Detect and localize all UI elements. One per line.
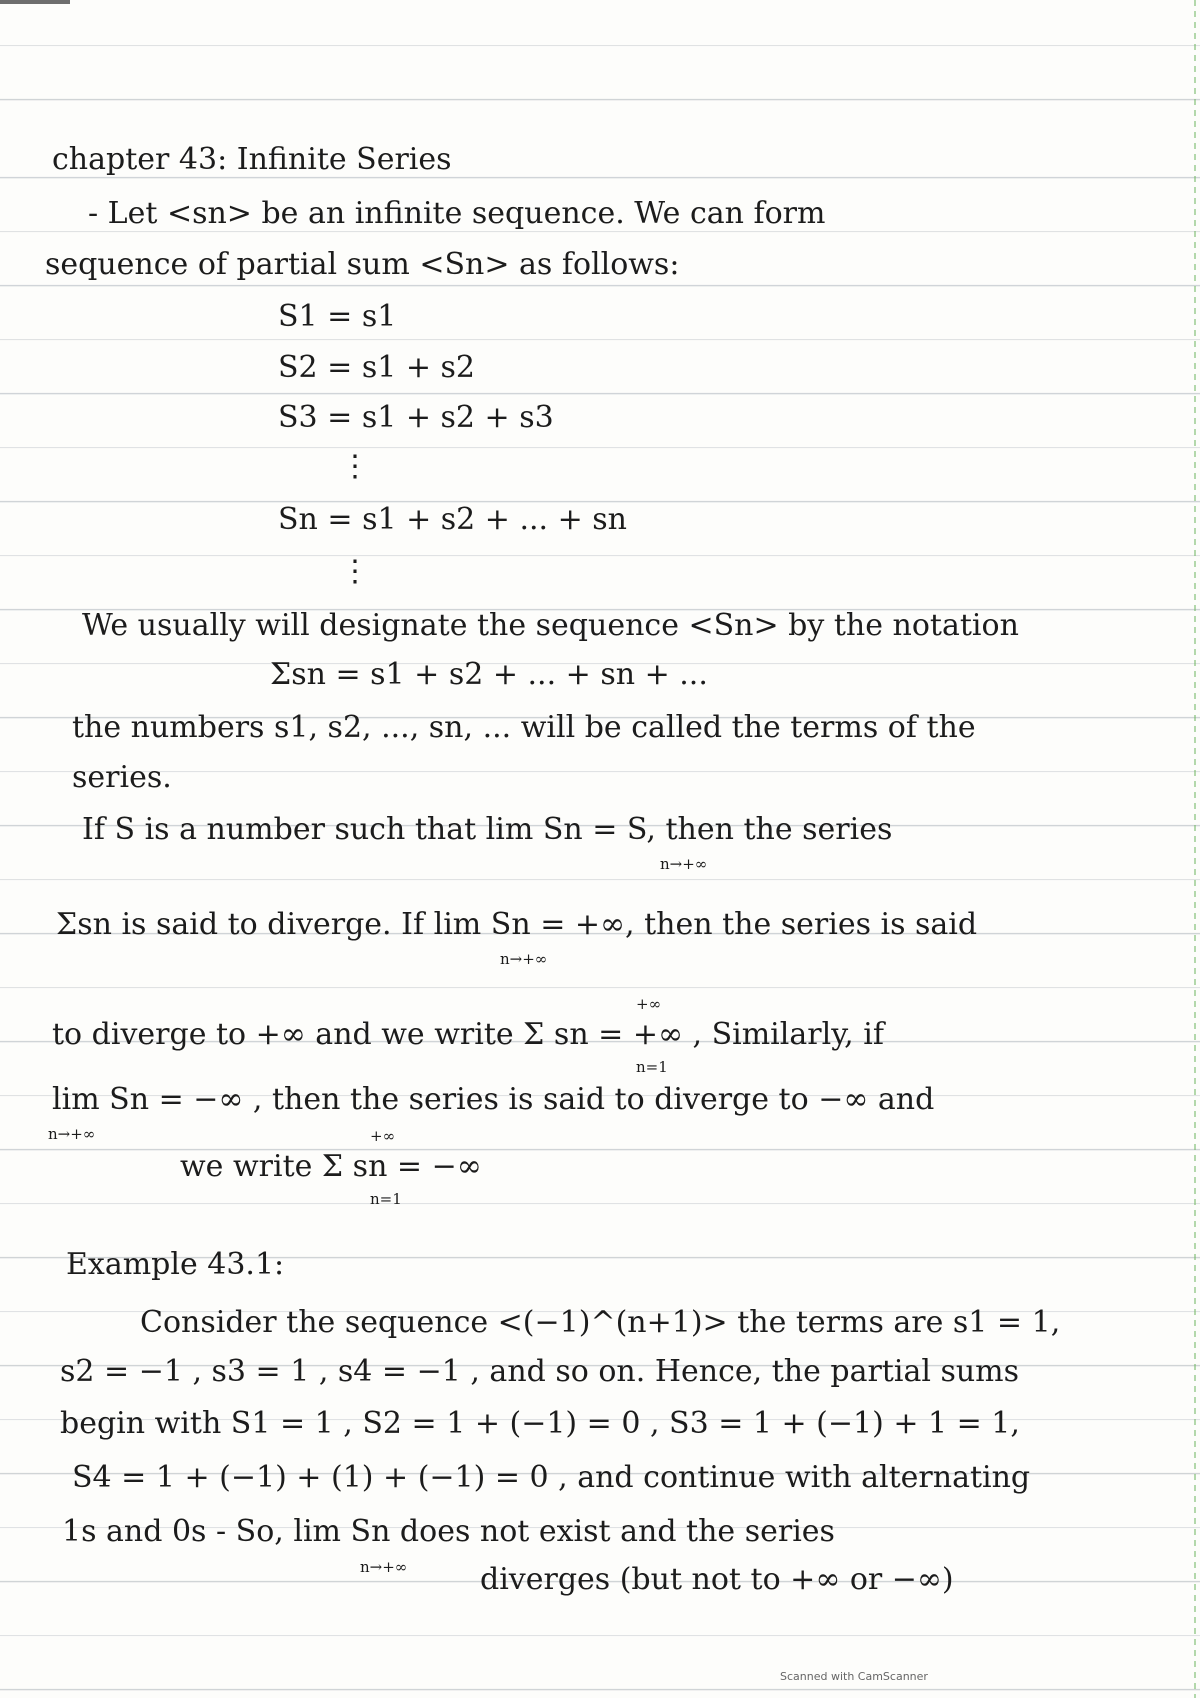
example-line-1: Consider the sequence <(−1)^(n+1)> the terms are s1 = 1, xyxy=(140,1305,1061,1340)
example-line-5: 1s and 0s - So, lim Sn does not exist and the series xyxy=(62,1514,835,1549)
limit-definition-line: If S is a number such that lim Sn = S, then the series xyxy=(82,812,893,847)
scan-edge-mark xyxy=(0,0,70,4)
sum-upper-limit-2: +∞ xyxy=(370,1127,396,1145)
limit-subscript-2: n→+∞ xyxy=(500,950,548,968)
right-margin-line xyxy=(1194,0,1196,1698)
example-line-6: diverges (but not to +∞ or −∞) xyxy=(480,1562,954,1597)
sigma-notation: Σsn = s1 + s2 + ... + sn + ... xyxy=(270,657,708,692)
limit-subscript-1: n→+∞ xyxy=(660,855,708,873)
example-title: Example 43.1: xyxy=(66,1247,285,1282)
diverge-line: Σsn is said to diverge. If lim Sn = +∞, then the series is said xyxy=(56,907,978,942)
intro-line-2: sequence of partial sum <Sn> as follows: xyxy=(45,247,680,282)
partial-sum-s1: S1 = s1 xyxy=(278,299,397,334)
vertical-dots-2: ⋮ xyxy=(340,554,370,589)
partial-sum-s2: S2 = s1 + s2 xyxy=(278,350,476,385)
intro-line-1: - Let <sn> be an infinite sequence. We can form xyxy=(88,196,826,231)
example-line-4: S4 = 1 + (−1) + (1) + (−1) = 0 , and continue with alternating xyxy=(72,1460,1031,1495)
limit-subscript-3: n→+∞ xyxy=(48,1125,96,1143)
vertical-dots-1: ⋮ xyxy=(340,449,370,484)
diverge-minus-infinity-line: lim Sn = −∞ , then the series is said to diverge to −∞ and xyxy=(52,1082,935,1117)
limit-subscript-4: n→+∞ xyxy=(360,1558,408,1576)
sum-upper-limit-1: +∞ xyxy=(636,995,662,1013)
notation-line: We usually will designate the sequence <Sn> by the notation xyxy=(82,608,1019,643)
terms-line: the numbers s1, s2, ..., sn, ... will be called the terms of the xyxy=(72,710,976,745)
partial-sum-s3: S3 = s1 + s2 + s3 xyxy=(278,400,554,435)
example-line-3: begin with S1 = 1 , S2 = 1 + (−1) = 0 , S3 = 1 + (−1) + 1 = 1, xyxy=(60,1406,1020,1441)
scanner-watermark: Scanned with CamScanner xyxy=(780,1670,928,1683)
diverge-plus-infinity-line: to diverge to +∞ and we write Σ sn = +∞ , Similarly, if xyxy=(52,1017,884,1052)
partial-sum-sn: Sn = s1 + s2 + ... + sn xyxy=(278,502,627,537)
series-word: series. xyxy=(72,760,172,795)
sum-lower-limit-1: n=1 xyxy=(636,1058,668,1076)
chapter-heading: chapter 43: Infinite Series xyxy=(52,142,452,177)
example-line-2: s2 = −1 , s3 = 1 , s4 = −1 , and so on. Hence, the partial sums xyxy=(60,1354,1020,1389)
sum-lower-limit-2: n=1 xyxy=(370,1190,402,1208)
we-write-line: we write Σ sn = −∞ xyxy=(180,1149,482,1184)
